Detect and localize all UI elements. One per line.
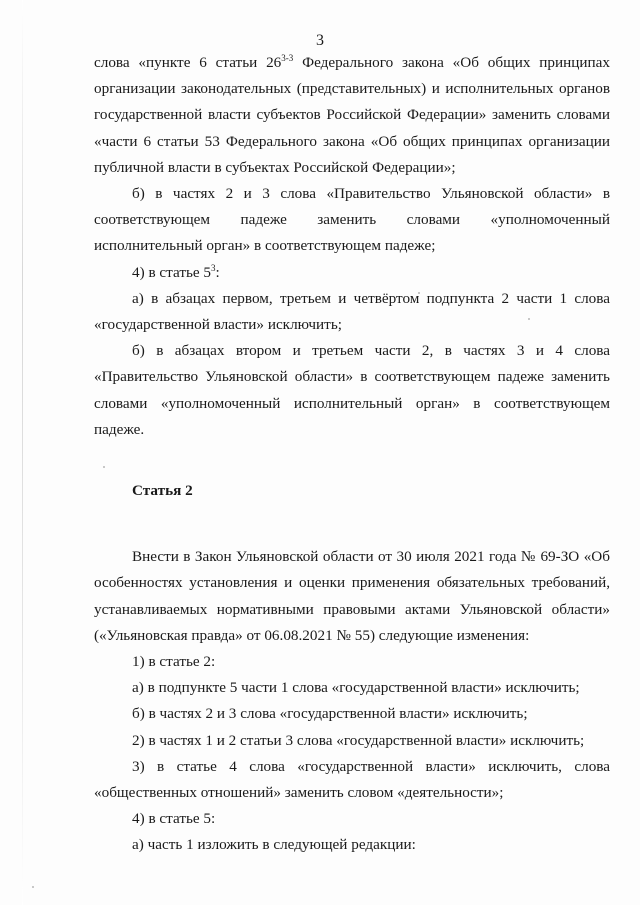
paragraph [94, 50, 610, 181]
paragraph: 3) в статье 4 слова «государственной власти» исключить, слова «общественных отношений» заменить словом «деятельности»; [94, 757, 610, 802]
superscript: 3 [211, 262, 216, 273]
paragraph-text: 4) в статье 5 [132, 263, 212, 281]
paragraph: 1) в статье 2: [132, 653, 216, 671]
paragraph-text: слова «пункте 6 статьи 26 [94, 54, 282, 71]
paragraph: б) в частях 2 и 3 слова «Правительство Ульяновской области» в соответствующем падеже заменить словами «уполномоченный исполнительный орган» в соответствующем падеже; [94, 185, 610, 255]
paragraph: б) в абзацах втором и третьем части 2, в частях 3 и 4 слова «Правительство Ульяновской области» в соответствующем падеже заменить словами «уполномоченный исполнительный орган» в соответствующем падеже. [94, 342, 610, 438]
paragraph: а) часть 1 изложить в следующей редакции: [132, 836, 416, 854]
page-number: 3 [316, 32, 324, 49]
scan-edge [22, 0, 23, 905]
article-heading: Статья 2 [132, 482, 193, 500]
paragraph: Внести в Закон Ульяновской области от 30 июля 2021 года № 69-ЗО «Об особенностях установления и оценки применения обязательных требований, устанавливаемых нормативными правовыми актами Ульяновской области» («Ульяновская правда» от 06.08.2021 № 55) следующие изменения: [94, 548, 610, 644]
paragraph [94, 260, 610, 286]
document-body [94, 50, 610, 859]
paragraph: б) в частях 2 и 3 слова «государственной власти» исключить; [132, 705, 528, 723]
paragraph: 4) в статье 5: [132, 810, 216, 828]
paragraph-text: : [215, 263, 220, 281]
scan-speck [32, 886, 34, 888]
superscript: 3-3 [281, 53, 294, 63]
paragraph: 2) в частях 1 и 2 статьи 3 слова «государственной власти» исключить; [132, 731, 585, 749]
paragraph: а) в подпункте 5 части 1 слова «государственной власти» исключить; [132, 679, 580, 697]
paragraph-text: Федерального закона «Об общих принципах организации законодательных (представительных) и исполнительных органов государственной власти субъектов Российской Федерации» заменить словами «части 6 статьи 53 Федерального закона «Об общих принципах организации публичной власти в субъектах Российской Федерации»; [94, 54, 610, 176]
paragraph: а) в абзацах первом, третьем и четвёртом подпункта 2 части 1 слова «государственной власти» исключить; [94, 289, 610, 334]
